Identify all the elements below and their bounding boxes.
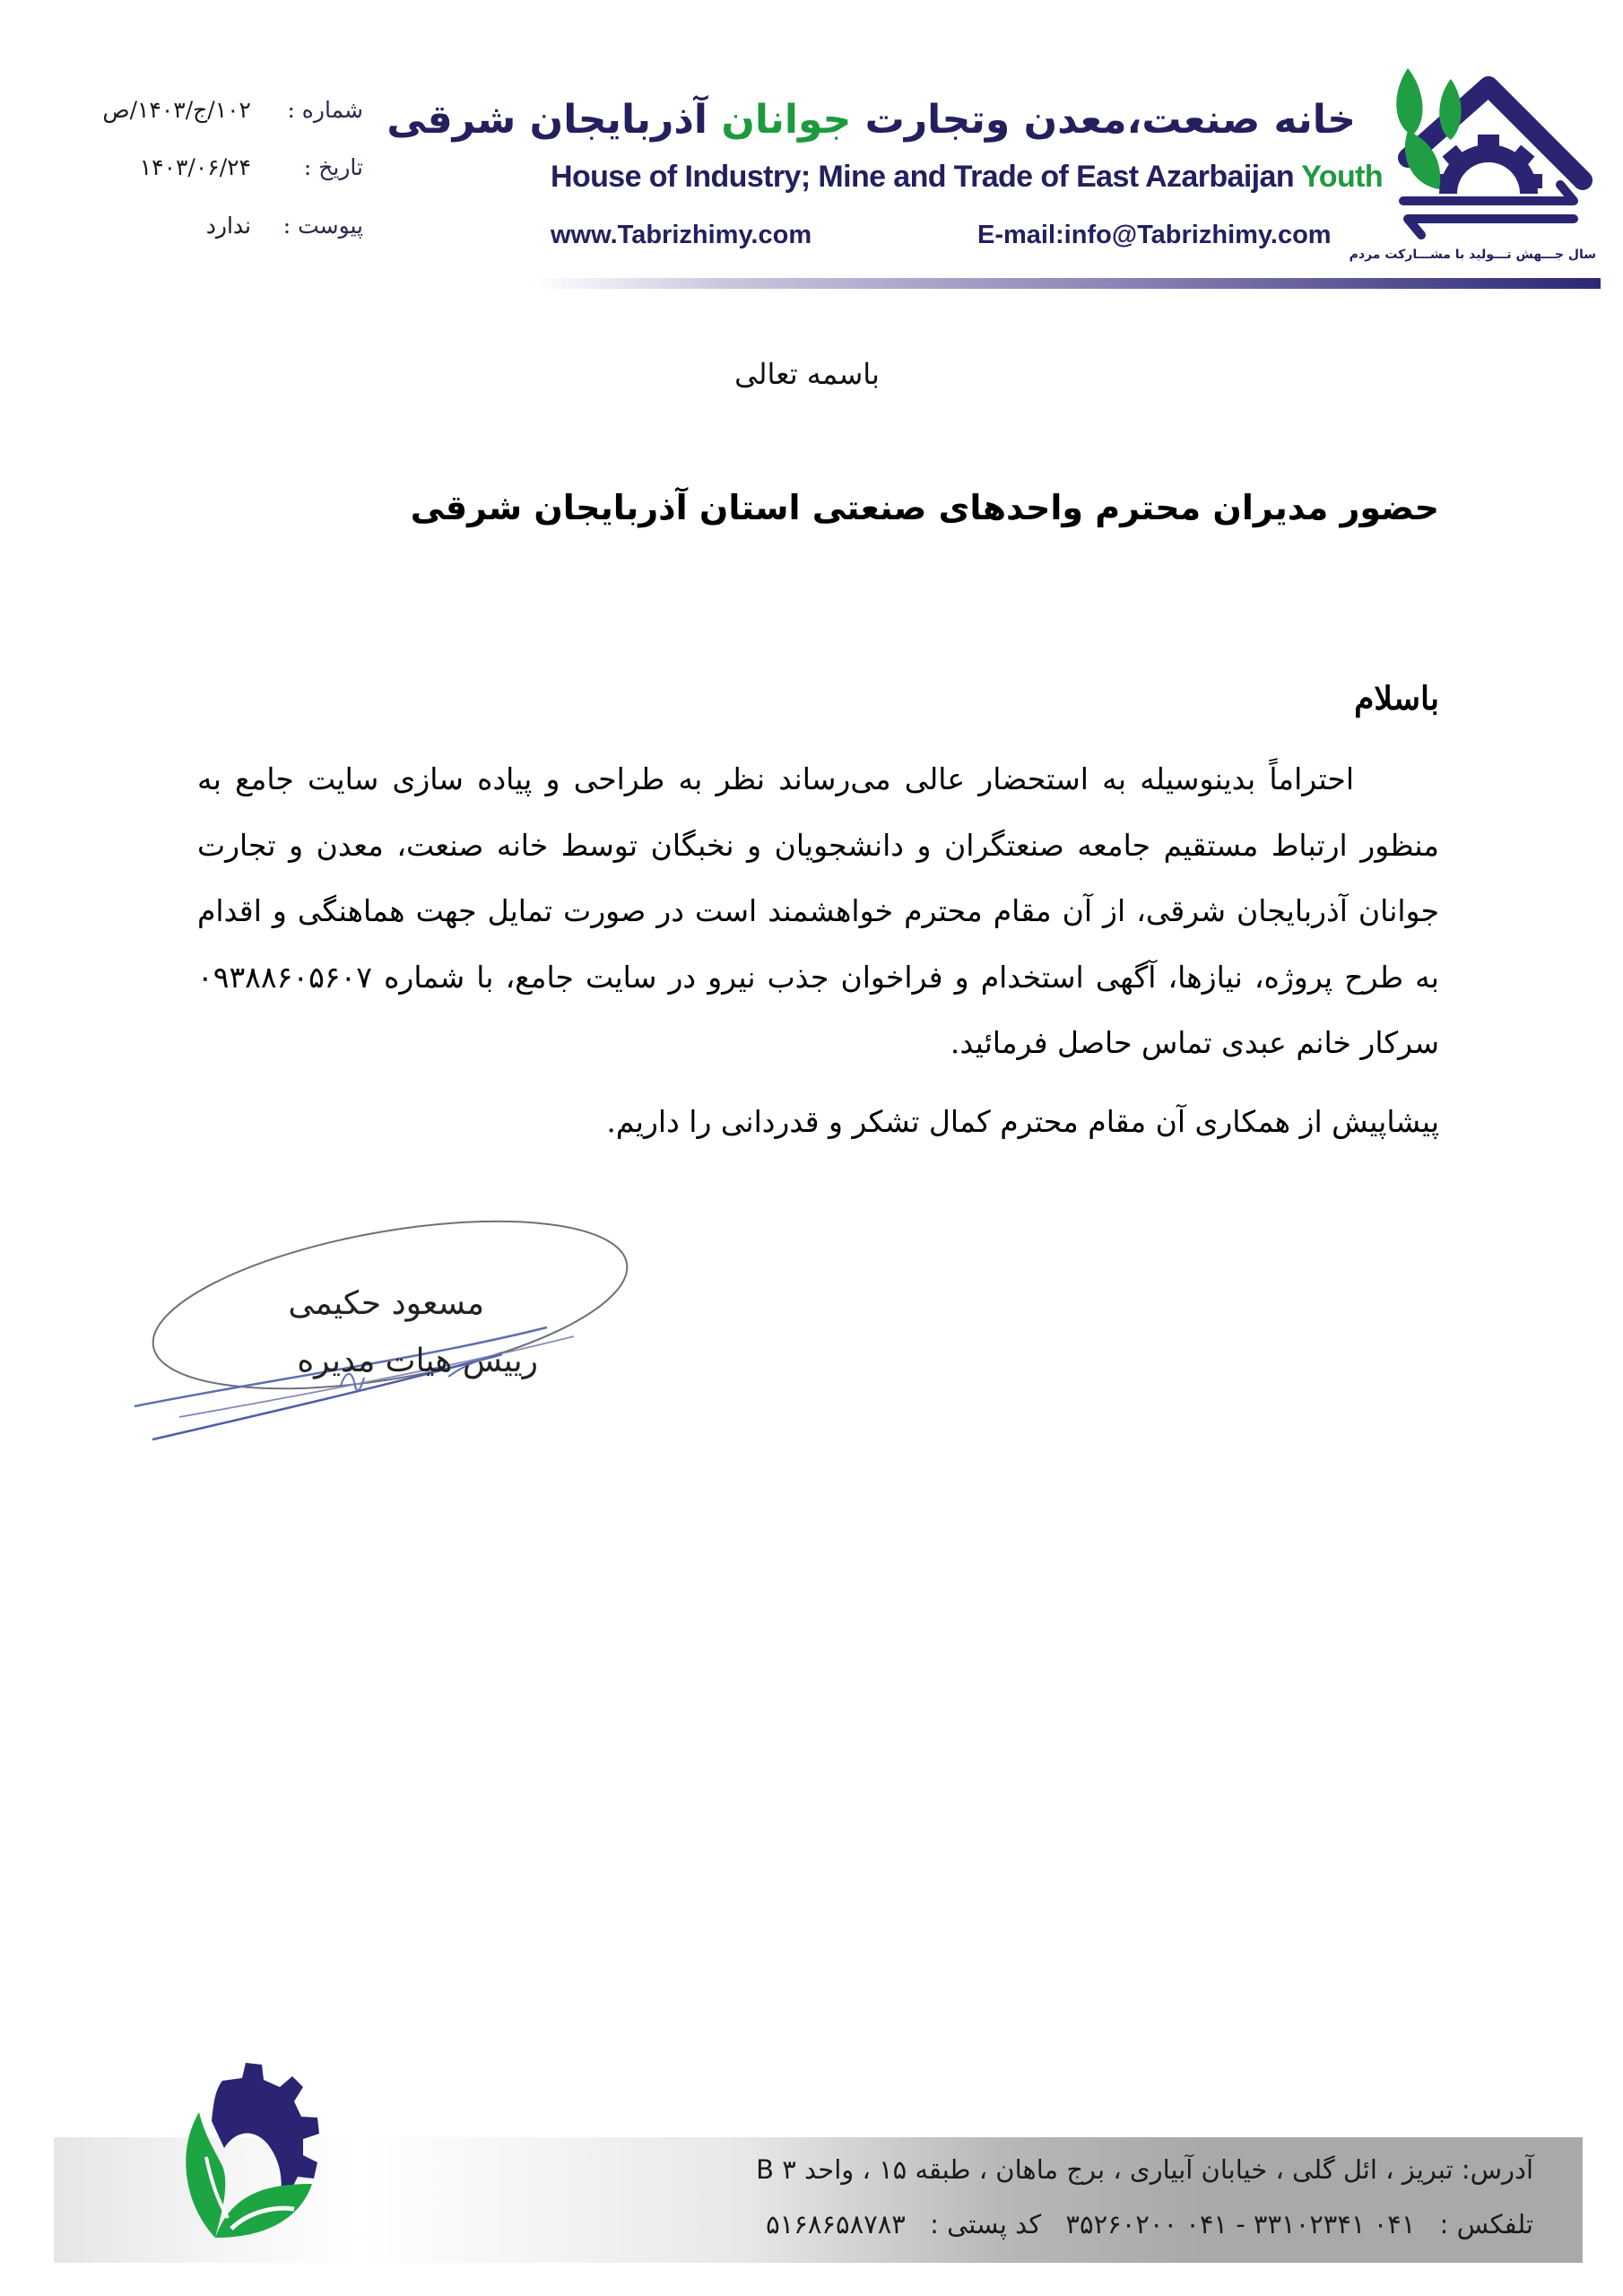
email-link[interactable]: E-mail:info@Tabrizhimy.com bbox=[977, 221, 1332, 249]
letter-body bbox=[197, 746, 1439, 1076]
body-line: به طرح پروژه، نیازها، آگهی استخدام و فراخوان جذب نیرو در سایت جامع، با شماره ۰۹۳۸۸۶۰۵۶۰۷ bbox=[197, 959, 1439, 995]
telfax-value: ۰۴۱ ۳۳۱۰۲۳۴۱ - ۰۴۱ ۳۵۲۶۰۲۰۰ bbox=[1065, 2209, 1416, 2239]
letter-number-value: ۱۰۲/ج/۱۴۰۳/ص bbox=[102, 97, 251, 123]
letter-date-value: ۱۴۰۳/۰۶/۲۴ bbox=[139, 154, 251, 180]
telfax-label: تلفکس : bbox=[1439, 2209, 1533, 2239]
closing-line: پیشاپیش از همکاری آن مقام محترم کمال تشکر و قدردانی را داریم. bbox=[606, 1104, 1439, 1139]
org-name-fa-part1: خانه صنعت،معدن وتجارت bbox=[851, 97, 1356, 143]
recipient-heading: حضور مدیران محترم واحدهای صنعتی استان آذربایجان شرقی bbox=[410, 488, 1439, 527]
website-link[interactable]: www.Tabrizhimy.com bbox=[551, 221, 812, 249]
org-name-en bbox=[551, 160, 1384, 195]
footer-address: آدرس: تبریز ، ائل گلی ، خیابان آبیاری ، برج ماهان ، طبقه ۱۵ ، واحد ۳ B bbox=[756, 2154, 1533, 2185]
postal-code-value: ۵۱۶۸۶۵۸۷۸۳ bbox=[766, 2209, 906, 2239]
footer-contact-row bbox=[619, 2209, 1533, 2239]
postal-code-label: کد پستی : bbox=[930, 2209, 1042, 2239]
letter-number-row bbox=[49, 97, 363, 144]
signatory-title: رییس هیات مدیره bbox=[297, 1343, 538, 1379]
greeting: باسلام bbox=[1354, 680, 1439, 718]
signatory-name: مسعود حکیمی bbox=[288, 1285, 484, 1322]
org-name-en-youth: Youth bbox=[1301, 160, 1384, 194]
org-name-fa-part2: آذربایجان شرقی bbox=[386, 97, 722, 143]
org-name-fa-youth: جوانان bbox=[721, 97, 852, 143]
signature-stroke-icon bbox=[126, 1202, 646, 1480]
org-name-fa bbox=[386, 97, 1356, 143]
letter-attachment-label: پیوست : bbox=[282, 213, 363, 239]
footer-logo-icon bbox=[160, 2058, 339, 2247]
letter-number-label: شماره : bbox=[287, 97, 363, 123]
body-line: منظور ارتباط مستقیم جامعه صنعتگران و دانشجویان و نخبگان توسط خانه صنعت، معدن و تجارت bbox=[197, 827, 1439, 863]
letter-date-row bbox=[49, 154, 363, 201]
body-line: جوانان آذربایجان شرقی، از آن مقام محترم خواهشمند است در صورت تمایل جهت هماهنگی و اقدام bbox=[197, 893, 1439, 928]
letter-attachment-value: ندارد bbox=[205, 213, 251, 239]
body-line: سرکار خانم عبدی تماس حاصل فرمائید. bbox=[950, 1025, 1439, 1060]
org-name-en-main: House of Industry; Mine and Trade of East Azarbaijan bbox=[551, 160, 1302, 194]
basmala: باسمه تعالی bbox=[734, 357, 880, 391]
org-logo-icon bbox=[1349, 59, 1596, 274]
letter-date-label: تاریخ : bbox=[303, 154, 363, 180]
body-line: احتراماً بدینوسیله به استحضار عالی می‌رساند نظر به طراحی و پیاده سازی سایت جامع به bbox=[197, 761, 1354, 796]
slogan: سال جـــهش تـــولید با مشـــارکت مردم bbox=[1349, 248, 1596, 262]
header-divider bbox=[534, 278, 1601, 289]
letter-attachment-row bbox=[49, 213, 363, 259]
